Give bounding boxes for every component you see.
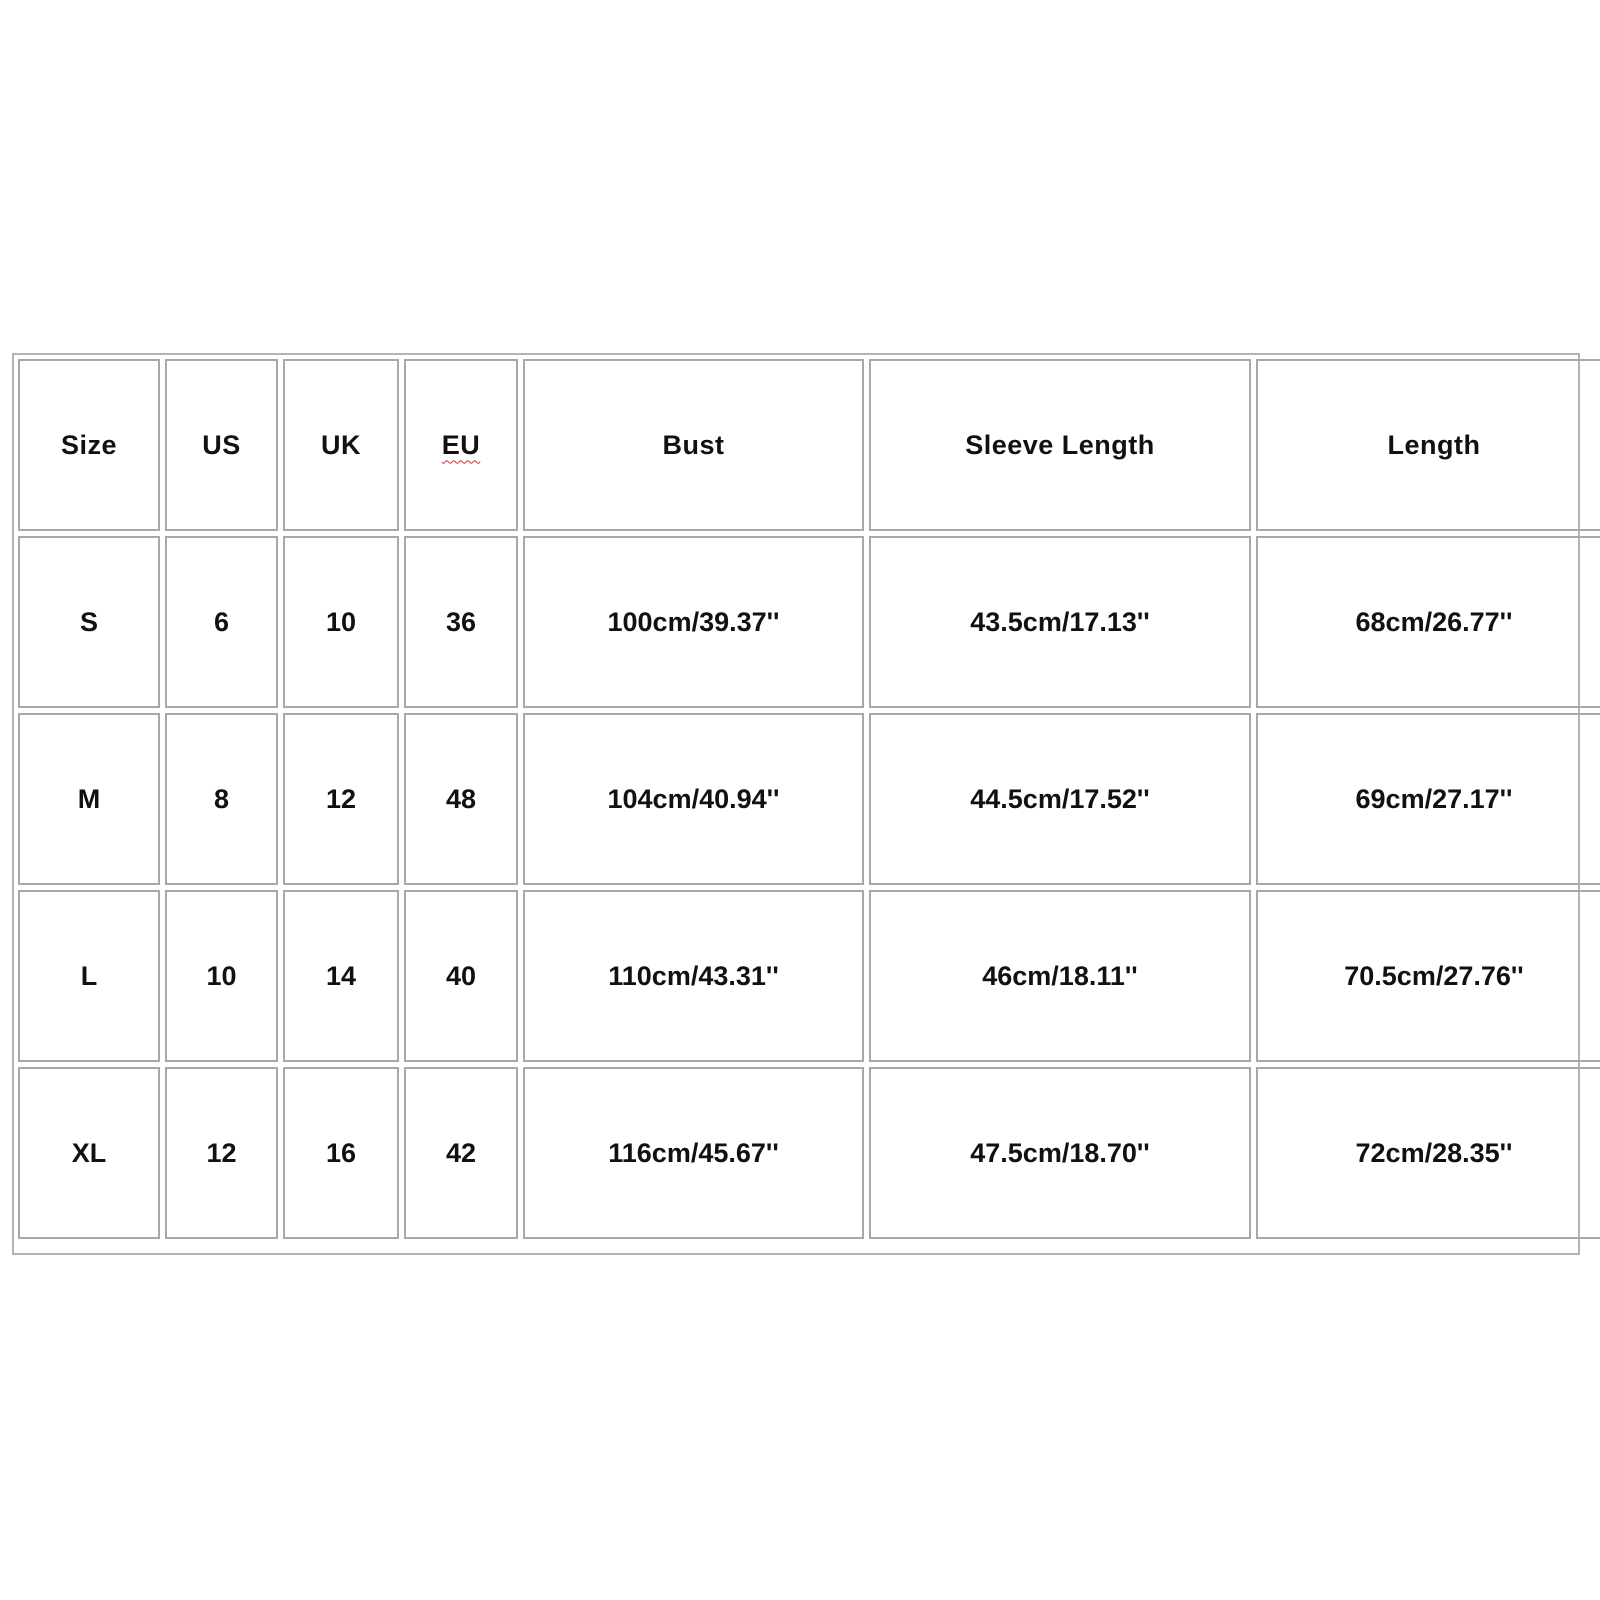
- cell-us: 8: [165, 713, 278, 885]
- header-cell-bust: Bust: [523, 359, 864, 531]
- cell-uk: 12: [283, 713, 399, 885]
- cell-bust: 100cm/39.37'': [523, 536, 864, 708]
- header-cell-us: US: [165, 359, 278, 531]
- cell-size: S: [18, 536, 160, 708]
- cell-uk: 16: [283, 1067, 399, 1239]
- cell-size: XL: [18, 1067, 160, 1239]
- header-cell-uk: UK: [283, 359, 399, 531]
- cell-us: 10: [165, 890, 278, 1062]
- cell-sleeve-length: 47.5cm/18.70'': [869, 1067, 1251, 1239]
- cell-us: 12: [165, 1067, 278, 1239]
- cell-sleeve-length: 46cm/18.11'': [869, 890, 1251, 1062]
- cell-uk: 10: [283, 536, 399, 708]
- cell-length: 70.5cm/27.76'': [1256, 890, 1600, 1062]
- table-row: [18, 536, 1600, 708]
- cell-us: 6: [165, 536, 278, 708]
- cell-uk: 14: [283, 890, 399, 1062]
- cell-eu: 48: [404, 713, 518, 885]
- header-cell-eu: [404, 359, 518, 531]
- size-chart-frame: [12, 353, 1580, 1255]
- cell-sleeve-length: 43.5cm/17.13'': [869, 536, 1251, 708]
- cell-eu: 36: [404, 536, 518, 708]
- cell-length: 68cm/26.77'': [1256, 536, 1600, 708]
- header-cell-sleeve-length: Sleeve Length: [869, 359, 1251, 531]
- cell-bust: 104cm/40.94'': [523, 713, 864, 885]
- header-cell-length: Length: [1256, 359, 1600, 531]
- header-cell-eu-label: EU: [441, 429, 481, 460]
- table-row: [18, 713, 1600, 885]
- cell-size: M: [18, 713, 160, 885]
- header-row: [18, 359, 1600, 531]
- cell-eu: 40: [404, 890, 518, 1062]
- cell-size: L: [18, 890, 160, 1062]
- size-chart-table: [13, 354, 1600, 1244]
- cell-length: 72cm/28.35'': [1256, 1067, 1600, 1239]
- cell-bust: 116cm/45.67'': [523, 1067, 864, 1239]
- cell-sleeve-length: 44.5cm/17.52'': [869, 713, 1251, 885]
- cell-bust: 110cm/43.31'': [523, 890, 864, 1062]
- cell-length: 69cm/27.17'': [1256, 713, 1600, 885]
- cell-eu: 42: [404, 1067, 518, 1239]
- table-row: [18, 1067, 1600, 1239]
- table-row: [18, 890, 1600, 1062]
- header-cell-size: Size: [18, 359, 160, 531]
